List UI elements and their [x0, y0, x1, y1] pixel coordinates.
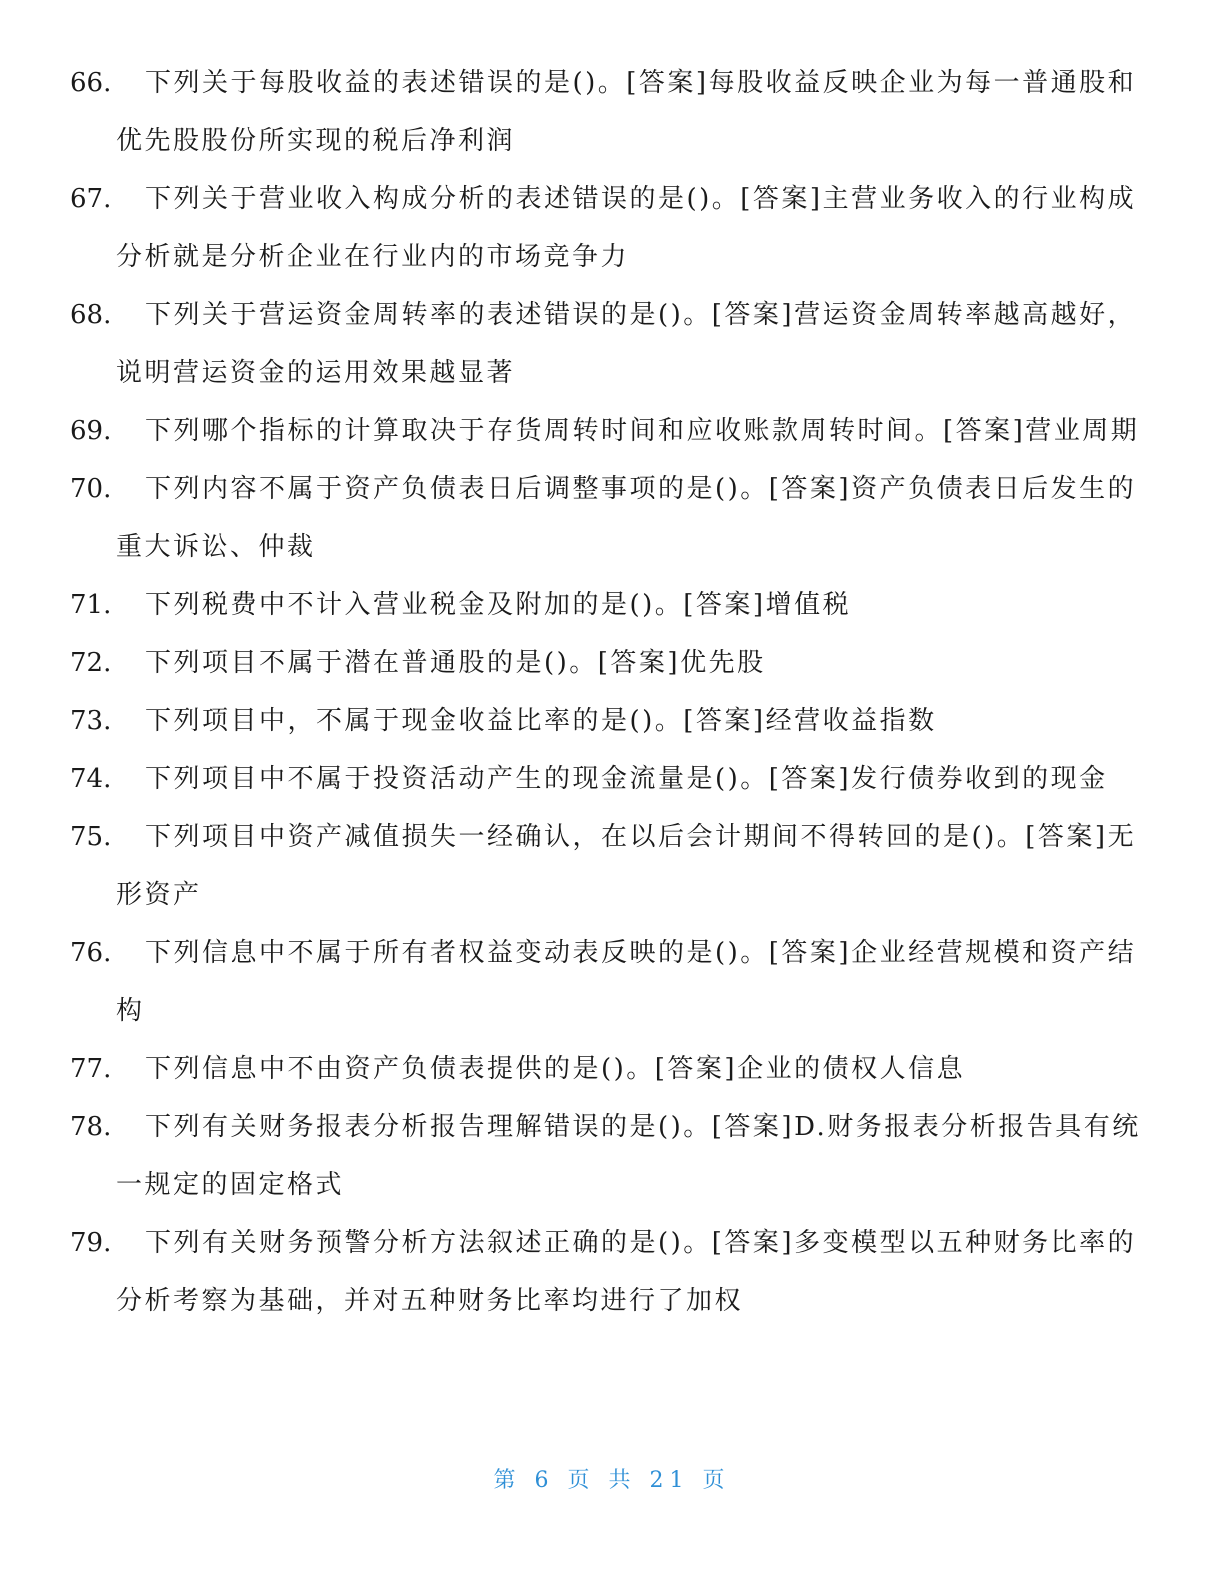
question-number: 71.: [70, 590, 112, 620]
question-list: [0, 54, 1224, 1330]
question-item: [0, 576, 1224, 634]
question-item: [0, 750, 1224, 808]
question-text: 下列哪个指标的计算取决于存货周转时间和应收账款周转时间。[答案]营业周期: [145, 416, 1140, 446]
question-number: 74.: [70, 764, 112, 794]
question-text: 下列有关财务预警分析方法叙述正确的是()。[答案]多变模型以五种财务比率的分析考察为基础，并对五种财务比率均进行了加权: [116, 1228, 1137, 1316]
question-item: [0, 924, 1224, 1040]
question-number: 70.: [70, 474, 112, 504]
question-item: [0, 170, 1224, 286]
question-item: [0, 54, 1224, 170]
question-number: 76.: [70, 938, 112, 968]
question-number: 73.: [70, 706, 112, 736]
question-item: [0, 634, 1224, 692]
question-item: [0, 808, 1224, 924]
question-text: 下列关于营业收入构成分析的表述错误的是()。[答案]主营业务收入的行业构成分析就是分析企业在行业内的市场竞争力: [116, 184, 1137, 272]
question-number: 79.: [70, 1228, 112, 1258]
question-text: 下列关于每股收益的表述错误的是()。[答案]每股收益反映企业为每一普通股和优先股股份所实现的税后净利润: [116, 68, 1137, 156]
question-text: 下列税费中不计入营业税金及附加的是()。[答案]增值税: [145, 590, 852, 620]
question-item: [0, 1040, 1224, 1098]
page-footer: 第 6 页 共 21 页: [493, 1468, 731, 1493]
question-text: 下列有关财务报表分析报告理解错误的是()。[答案]D.财务报表分析报告具有统一规定的固定格式: [116, 1112, 1141, 1200]
question-item: [0, 402, 1224, 460]
question-number: 67.: [70, 184, 112, 214]
question-number: 68.: [70, 300, 112, 330]
question-item: [0, 692, 1224, 750]
question-text: 下列关于营运资金周转率的表述错误的是()。[答案]营运资金周转率越高越好，说明营运资金的运用效果越显著: [116, 300, 1137, 388]
question-text: 下列项目中资产减值损失一经确认，在以后会计期间不得转回的是()。[答案]无形资产: [116, 822, 1137, 910]
question-text: 下列项目中不属于投资活动产生的现金流量是()。[答案]发行债券收到的现金: [145, 764, 1108, 794]
question-text: 下列项目不属于潜在普通股的是()。[答案]优先股: [145, 648, 766, 678]
question-item: [0, 1098, 1224, 1214]
question-number: 72.: [70, 648, 112, 678]
question-number: 78.: [70, 1112, 112, 1142]
question-number: 66.: [70, 68, 112, 98]
question-item: [0, 1214, 1224, 1330]
question-item: [0, 460, 1224, 576]
question-item: [0, 286, 1224, 402]
question-number: 75.: [70, 822, 112, 852]
question-text: 下列内容不属于资产负债表日后调整事项的是()。[答案]资产负债表日后发生的重大诉讼、仲裁: [116, 474, 1137, 562]
question-text: 下列项目中，不属于现金收益比率的是()。[答案]经营收益指数: [145, 706, 937, 736]
question-text: 下列信息中不属于所有者权益变动表反映的是()。[答案]企业经营规模和资产结构: [116, 938, 1137, 1026]
question-number: 77.: [70, 1054, 112, 1084]
question-text: 下列信息中不由资产负债表提供的是()。[答案]企业的债权人信息: [145, 1054, 966, 1084]
question-number: 69.: [70, 416, 112, 446]
